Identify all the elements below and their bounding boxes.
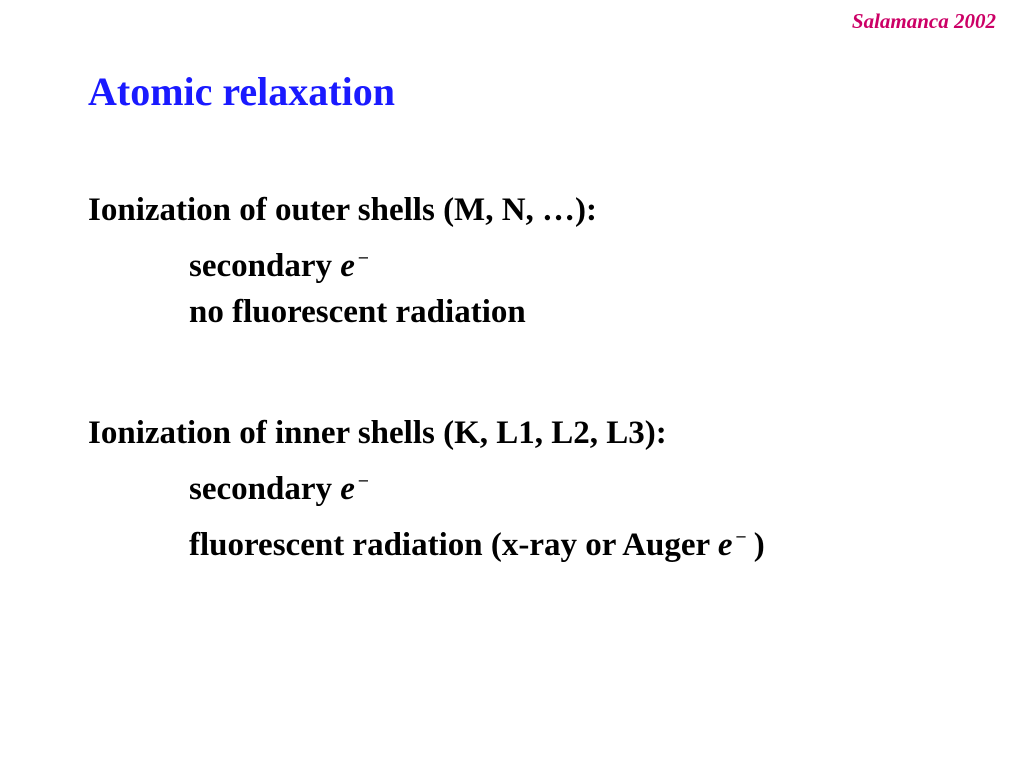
outer-shells-section (88, 187, 597, 335)
electron-symbol: e (340, 471, 355, 507)
inner-shells-heading: Ionization of inner shells (K, L1, L2, L3): (88, 415, 667, 451)
inner-shells-line-1 (88, 456, 765, 512)
inner-line-2-text: fluorescent radiation (x-ray or Auger (189, 527, 718, 563)
electron-symbol: e (717, 527, 733, 563)
inner-shells-section (88, 410, 765, 568)
outer-shells-line-2: no fluorescent radiation (189, 294, 526, 330)
outer-line-1-text: secondary (189, 248, 341, 284)
header-tag: Salamanca 2002 (851, 9, 996, 33)
electron-symbol: e (340, 248, 355, 284)
inner-line-1-text: secondary (189, 471, 341, 507)
closing-paren: ) (745, 527, 765, 563)
electron-charge-superscript: – (358, 469, 368, 489)
electron-charge-superscript: – (736, 525, 746, 545)
outer-shells-heading: Ionization of outer shells (M, N, …): (88, 192, 598, 228)
electron-charge-superscript: – (358, 246, 368, 266)
slide-title: Atomic relaxation (88, 69, 395, 114)
inner-shells-line-2 (88, 512, 765, 568)
outer-shells-line-1 (88, 233, 597, 289)
